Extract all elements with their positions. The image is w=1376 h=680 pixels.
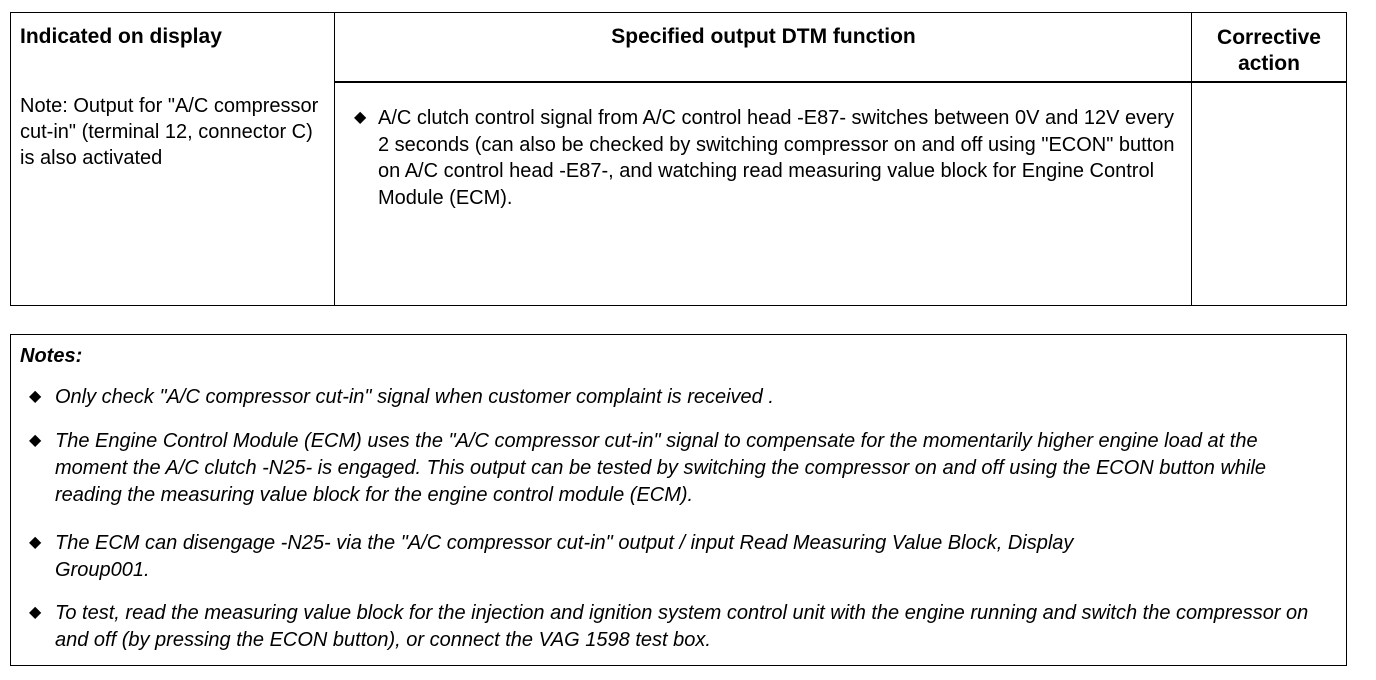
header-specified-output: Specified output DTM function <box>611 25 916 48</box>
header-corrective-line2: action <box>1238 52 1300 75</box>
notes-box <box>10 334 1347 666</box>
note-item <box>29 600 1329 654</box>
note-text: The Engine Control Module (ECM) uses the "A/C compressor cut-in" signal to compensate for the momentarily higher engine load at the moment the A/C clutch -N25- is engaged. This output can be tested by switching the compressor on and off using the ECON button while reading the measuring value block for the engine control module (ECM). <box>55 430 1267 506</box>
note-text: Only check "A/C compressor cut-in" signal when customer complaint is received . <box>55 386 774 408</box>
note-item <box>29 530 1169 584</box>
header-corrective-line1: Corrective <box>1217 26 1321 49</box>
column-divider-1 <box>334 13 335 305</box>
bullet-icon: ◆ <box>29 432 42 449</box>
header-corrective-action <box>1192 25 1346 77</box>
header-indicated-on-display: Indicated on display <box>20 25 222 48</box>
note-item <box>29 384 1329 411</box>
bullet-icon: ◆ <box>29 388 42 405</box>
header-divider <box>334 81 1346 83</box>
dtm-function-table <box>10 12 1347 306</box>
display-note: Note: Output for "A/C compressor cut-in" (terminal 12, connector C) is also activated <box>20 95 319 169</box>
bullet-icon: ◆ <box>29 534 42 551</box>
output-function-text: A/C clutch control signal from A/C control head -E87- switches between 0V and 12V every 2 seconds (can also be checked by switching compressor on and off using "ECON" button on A/C control head -E87-, and watching read measuring value block for Engine Control Module (ECM). <box>378 107 1175 209</box>
bullet-icon: ◆ <box>29 604 42 621</box>
output-function-item <box>354 105 1184 211</box>
note-text: The ECM can disengage -N25- via the "A/C compressor cut-in" output / input Read Measuring Value Block, Display Group001. <box>55 532 1074 581</box>
notes-title: Notes: <box>20 345 83 367</box>
bullet-icon: ◆ <box>354 109 367 126</box>
note-item <box>29 428 1329 509</box>
note-text: To test, read the measuring value block for the injection and ignition system control unit with the engine running and switch the compressor on and off (by pressing the ECON button), or connect the VAG 1598 test box. <box>55 602 1309 651</box>
